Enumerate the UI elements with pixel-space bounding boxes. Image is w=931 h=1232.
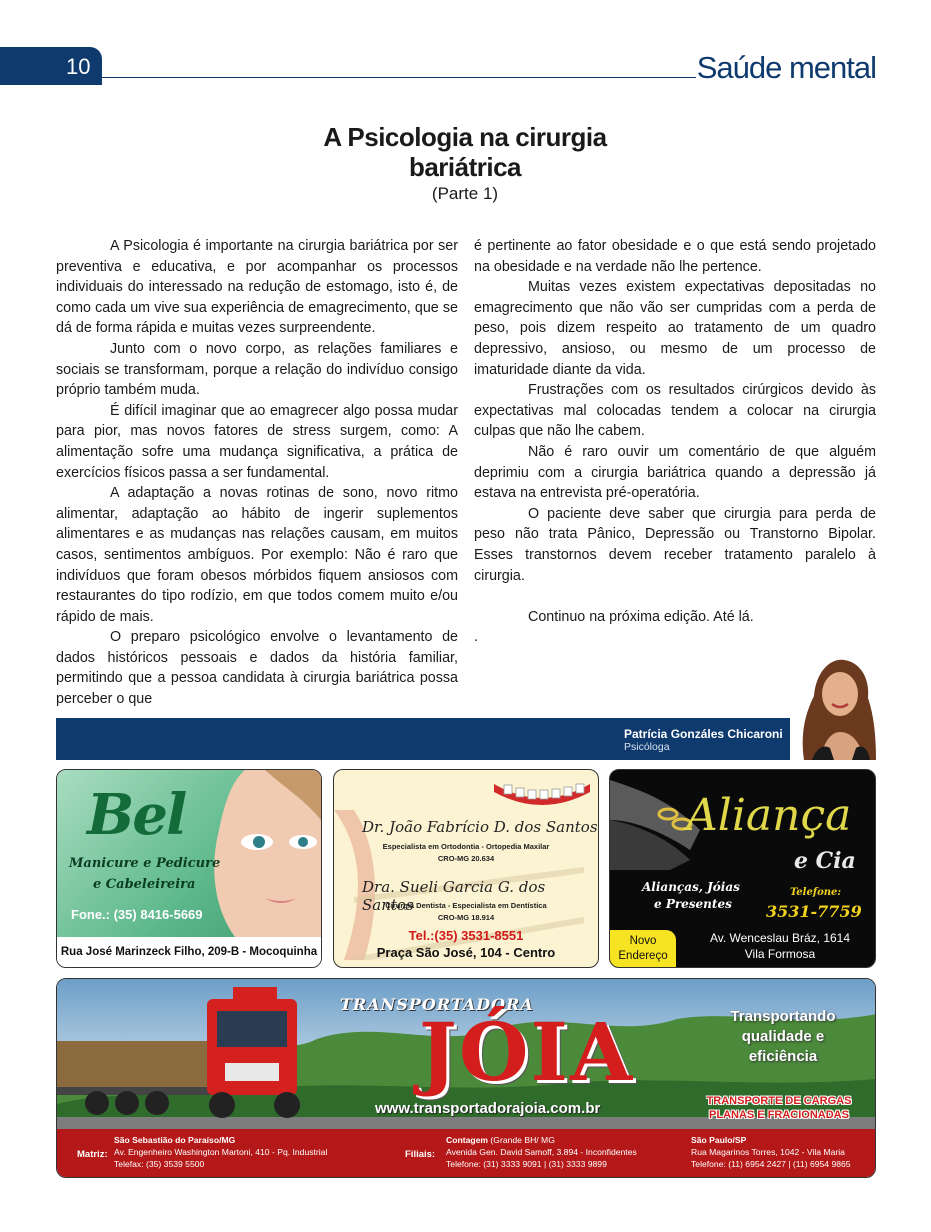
- cargo-line-2: PLANAS E FRACIONADAS: [709, 1109, 849, 1121]
- paragraph: É difícil imaginar que ao emagrecer algo possa mudar para pior, mas novos fatores de stress surgem, como: A alimentação sofre uma mudança significativa, a prática de exercícios físicos passa a ser fundamental.: [56, 402, 458, 481]
- author-name: Patrícia Gonzáles Chicaroni: [624, 727, 783, 741]
- bel-service-line2: e Cabeleireira: [93, 877, 196, 892]
- filial-1-phone: Telefone: (31) 3333 9091 | (31) 3333 9899: [446, 1159, 607, 1169]
- paragraph: O preparo psicológico envolve o levantamento de dados históricos pessoais e dados da história familiar, permitindo que a pessoa candidata à cirurgia bariátrica possa perceber o que: [56, 629, 458, 708]
- matriz-city: São Sebastião do Paraíso/MG: [114, 1135, 236, 1145]
- ad-dentist: [333, 769, 599, 968]
- paragraph: Junto com o novo corpo, as relações familiares e sociais se transformam, porque a relação do indivíduo consigo próprio também muda.: [56, 340, 458, 399]
- filiais-label: Filiais:: [405, 1149, 436, 1160]
- ad-alianca: [609, 769, 876, 968]
- ad-transportadora-joia: [56, 978, 876, 1178]
- bel-address: Rua José Marinzeck Filho, 209-B - Mocoquinha: [57, 937, 321, 967]
- dentist-name-2: Dra. Sueli Garcia G. dos Santos: [362, 878, 546, 914]
- author-role: Psicóloga: [624, 741, 670, 753]
- dentist-phone: Tel.:(35) 3531-8551: [408, 928, 524, 943]
- slogan-line-2: qualidade e: [741, 1028, 825, 1045]
- alianca-description-2: e Presentes: [654, 897, 732, 911]
- page-number: 10: [66, 54, 91, 79]
- filial-1-city: Contagem: [446, 1135, 489, 1145]
- ad-bel: [56, 769, 322, 968]
- paragraph-continuation: é pertinente ao fator obesidade e o que está sendo projetado na obesidade e na verdade não lhe pertence.: [474, 238, 876, 275]
- dentist-name-1: Dr. João Fabrício D. dos Santos: [362, 818, 598, 836]
- section-title: Saúde mental: [696, 50, 876, 85]
- alianca-logo-sub: e Cia: [794, 848, 856, 874]
- trailing-mark: .: [474, 629, 478, 646]
- filial-1-region: (Grande BH/ MG: [490, 1135, 555, 1145]
- alianca-address-1: Av. Wenceslau Bráz, 1614: [709, 931, 851, 945]
- new-address-badge: [610, 930, 676, 968]
- article-column-right: [474, 236, 876, 648]
- bel-logo: Bel: [87, 782, 186, 848]
- transport-brand-small: TRANSPORTADORA: [340, 995, 534, 1014]
- matriz-phone: Telefax: (35) 3539 5500: [114, 1159, 205, 1169]
- paragraph: O paciente deve saber que cirurgia para perda de peso não trata Pânico, Depressão ou Transtorno Bipolar. Esses transtornos devem receber tratamento paralelo à cirurgia.: [474, 505, 876, 584]
- cargo-line-1: TRANSPORTE DE CARGAS: [706, 1095, 852, 1107]
- paragraph: A adaptação a novas rotinas de sono, novo ritmo alimentar, adaptação ao hábito de ingerir suplementos alimentares e as mudanças nas relações causam, em muitos casos, sentimentos ambíguos. Por exemplo: Não é raro que indivíduos que foram obesos mórbidos fiquem ansiosos com restaurantes do tipo rodízio, em que todos comem muito e/ou rápido de mais.: [56, 485, 458, 625]
- badge-line-1: Novo: [629, 935, 657, 947]
- alianca-logo: Aliança: [686, 790, 852, 841]
- dentist-cro-2: CRO-MG 18.914: [437, 913, 495, 922]
- article-subtitle: (Parte 1): [431, 184, 499, 203]
- matriz-label: Matriz:: [77, 1149, 108, 1160]
- paragraph: Não é raro ouvir um comentário de que alguém deprimiu com a cirurgia bariátrica quando a depressão já estava na entrevista pré-operatória.: [474, 443, 876, 502]
- filial-1-address: Avenida Gen. David Samoff, 3.894 - Inconfidentes: [446, 1147, 637, 1157]
- article-title-block: [260, 122, 670, 204]
- matriz-address: Av. Engenheiro Washington Martoni, 410 - Pq. Industrial: [114, 1147, 328, 1157]
- transport-cargo-type: [693, 1094, 865, 1122]
- dentist-cro-1: CRO-MG 20.634: [437, 854, 495, 863]
- article-column-left: [56, 236, 458, 710]
- closing-line: Continuo na próxima edição. Até lá.: [528, 608, 754, 625]
- paragraph: A Psicologia é importante na cirurgia bariátrica por ser preventiva e educativa, e por acompanhar os processos individuais do interessado na redução de estomago, isto é, de como cada um vive sua experiência de emagrecimento, que se dá de forma rápida e muitas vezes surpreendente.: [56, 238, 458, 337]
- bel-service-line1: Manicure e Pedicure: [69, 856, 221, 871]
- alianca-phone: 3531-7759: [766, 902, 862, 921]
- filial-1-heading: [446, 1135, 555, 1145]
- paragraph: Frustrações com os resultados cirúrgicos devido às expectativas mal colocadas tendem a colocar na cirurgia culpas que não lhe cabem.: [474, 382, 876, 440]
- bel-model-face: [205, 770, 321, 937]
- badge-line-2: Endereço: [618, 950, 668, 962]
- article-title-line1: A Psicologia na cirurgia: [323, 122, 607, 152]
- slogan-line-3: eficiência: [748, 1048, 818, 1065]
- slogan-line-1: Transportando: [730, 1008, 836, 1025]
- truck-image: [57, 979, 327, 1129]
- transport-url: www.transportadorajoia.com.br: [375, 1100, 601, 1117]
- braces-icon: [494, 782, 590, 810]
- article-title-line2: bariátrica: [408, 152, 522, 182]
- paragraph: Muitas vezes existem expectativas depositadas no emagrecimento que não vão ser cumpridas com a perda de peso, pois dizem respeito ao tratamento de um quadro depressivo, ansioso, ou mesmo de um processo de imaturidade diante da vida.: [474, 279, 876, 378]
- alianca-address-2: Vila Formosa: [744, 947, 816, 961]
- transport-brand: JÓIA: [419, 1005, 635, 1099]
- filial-2-city: São Paulo/SP: [691, 1135, 747, 1145]
- author-photo: [790, 652, 876, 760]
- bel-phone: Fone.: (35) 8416-5669: [71, 907, 203, 922]
- filial-2-address: Rua Magarinos Torres, 1042 - Vila Maria: [691, 1147, 845, 1157]
- dentist-specialty-1: Especialista em Ortodontia - Ortopedia Maxilar: [382, 842, 550, 851]
- transport-addresses: [57, 1129, 876, 1178]
- alianca-description-1: Alianças, Jóias: [642, 880, 740, 894]
- filial-2-phone: Telefone: (11) 6954 2427 | (11) 6954 9865: [691, 1159, 851, 1169]
- header-rule: [100, 77, 696, 78]
- dentist-specialty-2: Cirurgiã Dentista - Especialista em Dentística: [385, 901, 547, 910]
- alianca-phone-label: Telefone:: [790, 887, 842, 898]
- transport-slogan: [703, 1007, 863, 1067]
- dentist-address: Praça São José, 104 - Centro: [376, 945, 556, 960]
